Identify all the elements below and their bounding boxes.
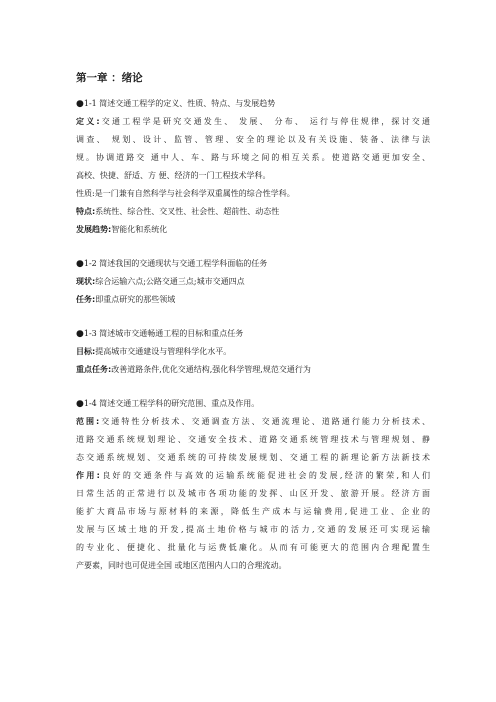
scope-line-2: 道路交通系统规划理论、交通安全技术、道路交通系统管理技术与管理规划、静 bbox=[76, 435, 430, 444]
chapter-title: 第一章 ：绪论 bbox=[76, 72, 143, 84]
question-1-3 bbox=[76, 325, 430, 343]
key-task-label: 重点任务: bbox=[76, 365, 112, 374]
nature-line: 性质:是一门兼有自然科学与社会科学双重属性的综合性学科。 bbox=[76, 189, 295, 198]
definition-line-3: 规。协调道路交 通中人、车、路与环境之间的相互关系。使道路交通更加安全、 bbox=[76, 153, 430, 162]
scope-line-3: 态交通系统规划、交通系统的可持续发展规划、交通工程的新理论新方法新技术 bbox=[76, 453, 430, 462]
question-text: 1-3 简述城市交通畅通工程的目标和重点任务 bbox=[83, 329, 244, 338]
spacer bbox=[76, 309, 430, 325]
definition-line-2: 调查、 规划、设计、监管、管理、安全的理论以及有关设施、装备、法律与法 bbox=[76, 135, 430, 144]
question-1-2 bbox=[76, 255, 430, 273]
status-line: 现状:综合运输六点;公路交通三点;城市交通四点 bbox=[76, 277, 245, 286]
status-label: 现状: bbox=[76, 277, 96, 286]
key-task-line: 重点任务:改善道路条件,优化交通结构,强化科学管理,规范交通行为 bbox=[76, 365, 311, 374]
scope-label: 范围: bbox=[76, 417, 100, 426]
bullet-icon: ● bbox=[76, 399, 84, 409]
role-label: 作用: bbox=[76, 471, 100, 480]
role-line-2: 日常生活的正常进行以及城市各项功能的发挥、山区开发、旅游开展。经济方面 bbox=[76, 489, 430, 498]
role-line-1: 作用:良好的交通条件与高效的运输系统能促进社会的发展,经济的繁荣,和人们 bbox=[76, 471, 430, 480]
definition-line-1: 定义:交通工程学是研究交通发生、 发展、 分布、 运行与停住规律，探讨交通 bbox=[76, 117, 430, 126]
trend-line: 发展趋势:智能化和系统化 bbox=[76, 225, 168, 234]
question-text: 1-2 简述我国的交通现状与交通工程学科面临的任务 bbox=[83, 259, 268, 268]
goal-label: 目标: bbox=[76, 347, 96, 356]
goal-line: 目标:提高城市交通建设与管理科学化水平。 bbox=[76, 347, 232, 356]
definition-label: 定义: bbox=[76, 117, 100, 126]
definition-line-4: 高校、快捷、舒适、方 便、经济的一门工程技术学科。 bbox=[76, 171, 271, 180]
question-text: 1-1 简述交通工程学的定义、性质、特点、与发展趋势 bbox=[83, 99, 276, 108]
features-line: 特点:系统性、综合性、交叉性、社会性、超前性、动态性 bbox=[76, 207, 280, 216]
spacer bbox=[76, 379, 430, 395]
document-page bbox=[76, 70, 430, 575]
question-text: 1-4 简述交通工程学科的研究范围、重点及作用。 bbox=[83, 399, 260, 408]
question-1-1 bbox=[76, 95, 430, 113]
trend-label: 发展趋势: bbox=[76, 225, 112, 234]
role-line-5: 的专业化、便捷化、批量化与运费低廉化。从而有可能更大的范围内合理配置生 bbox=[76, 543, 430, 552]
bullet-icon: ● bbox=[76, 99, 84, 109]
role-line-3: 能扩大商品市场与原材料的来源，降低生产成本与运输费用,促进工业、企业的 bbox=[76, 507, 430, 516]
role-line-4: 发展与区域土地的开发,提高土地价格与城市的活力,交通的发展还可实现运输 bbox=[76, 525, 430, 534]
features-label: 特点: bbox=[76, 207, 96, 216]
task-label: 任务: bbox=[76, 295, 96, 304]
scope-line-1: 范围:交通特性分析技术、交通调查方法、交通流理论、道路通行能力分析技术、 bbox=[76, 417, 430, 426]
question-1-4 bbox=[76, 395, 430, 413]
bullet-icon: ● bbox=[76, 259, 84, 269]
bullet-icon: ● bbox=[76, 329, 84, 339]
task-line: 任务:即重点研究的那些领域 bbox=[76, 295, 176, 304]
role-line-6: 产要素，同时也可促进全国 或地区范围内人口的合理流动。 bbox=[76, 561, 287, 570]
spacer bbox=[76, 239, 430, 255]
